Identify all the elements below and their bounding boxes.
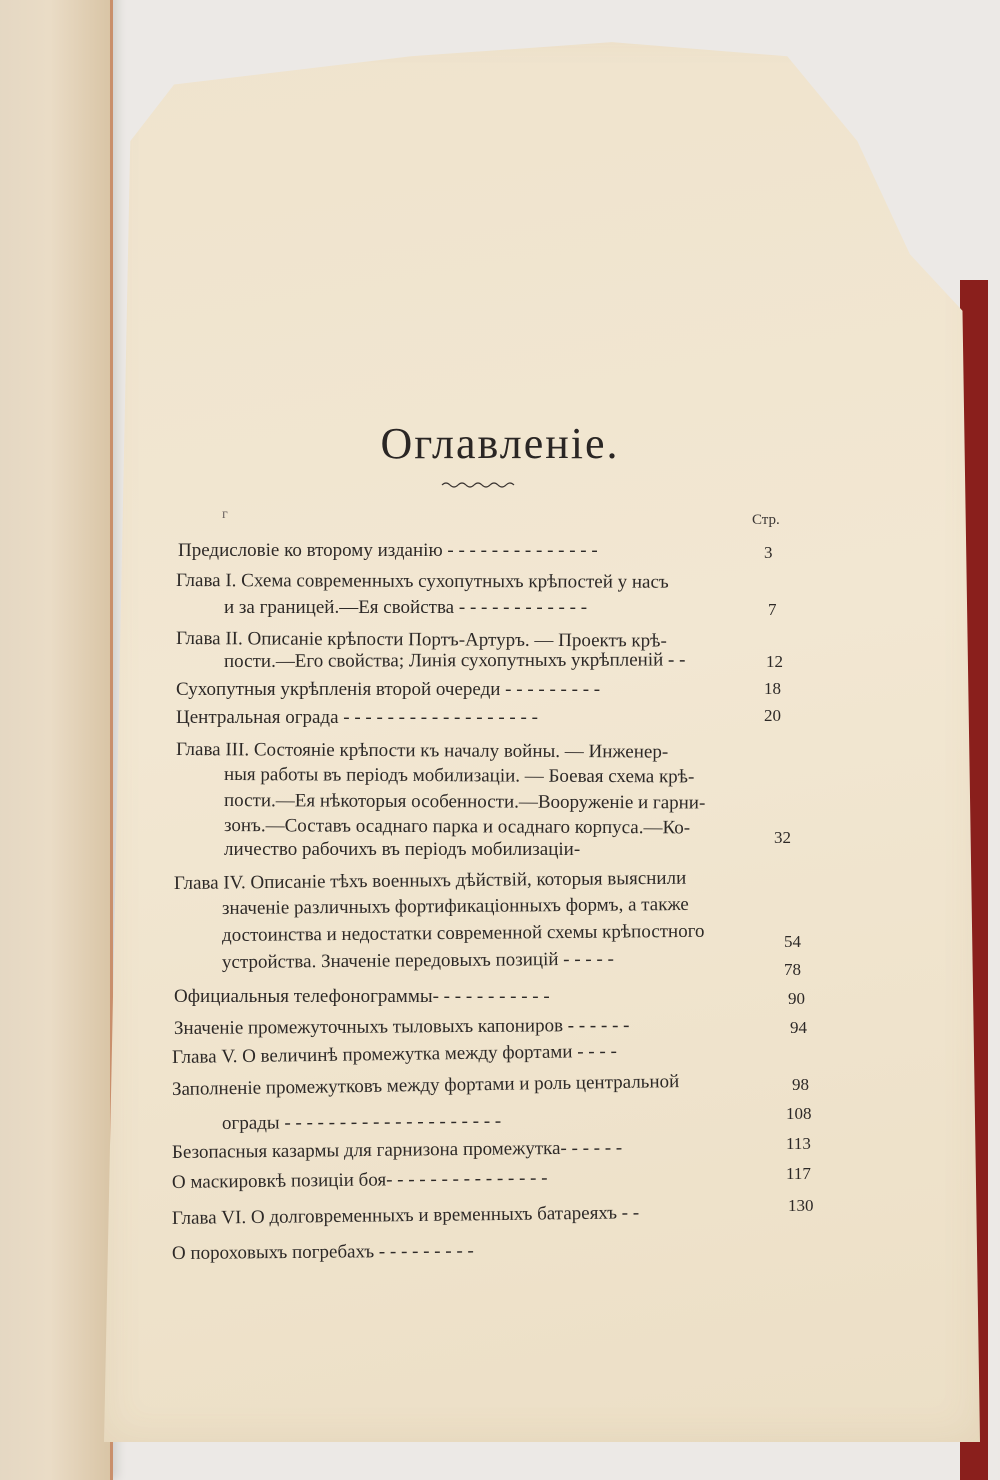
toc-line: Глава II. Описаніе крѣпости Портъ-Артуръ. — Проектъ крѣ- <box>175 628 667 652</box>
toc-line: Глава IV. Описаніе тѣхъ военныхъ дѣйствій, которыя выяснили <box>173 867 687 894</box>
toc-line: достоинства и недостатки современной схемы крѣпостного <box>221 920 705 946</box>
page-number: 78 <box>784 960 801 979</box>
toc-line: и за границей.—Ея свойства - - - - - - - - - - - - <box>224 597 588 618</box>
page-number: 94 <box>790 1018 807 1037</box>
toc-line: О маскировкѣ позиціи боя- - - - - - - - - - - - - - - <box>171 1167 548 1193</box>
toc-line: Центральная ограда - - - - - - - - - - - - - - - - - - <box>176 707 538 728</box>
page-number: 113 <box>786 1134 811 1153</box>
toc-line: Значеніе промежуточныхъ тыловыхъ капониров - - - - - - <box>173 1014 630 1039</box>
toc-line: пости.—Его свойства; Линія сухопутныхъ укрѣпленій - - <box>223 649 686 672</box>
toc-line: Предисловіе ко второму изданію - - - - - - - - - - - - - - <box>178 540 598 561</box>
page-number: 117 <box>786 1164 811 1183</box>
page-number: 130 <box>788 1196 814 1215</box>
stray-mark: г <box>222 507 228 522</box>
page-number: 12 <box>766 652 783 671</box>
toc-line: значеніе различныхъ фортификаціонныхъ формъ, а также <box>221 893 689 919</box>
toc-line: Глава VI. О долговременныхъ и временныхъ батареяхъ - - <box>171 1202 640 1229</box>
toc-line: Сухопутныя укрѣпленія второй очереди - - - - - - - - - <box>176 679 601 700</box>
page-number: 7 <box>768 600 777 619</box>
page-title: Оглавленіе. <box>380 419 620 468</box>
toc-line: О пороховыхъ погребахъ - - - - - - - - - <box>171 1240 474 1264</box>
page-number: 98 <box>792 1075 809 1094</box>
page-number: 108 <box>786 1104 812 1123</box>
page-number: 90 <box>788 989 805 1008</box>
page-number: 18 <box>764 679 781 698</box>
page-number: 32 <box>774 828 791 847</box>
toc-line: пости.—Ея нѣкоторыя особенности.—Вооруженіе и гарни- <box>223 790 706 814</box>
toc-line: Глава III. Состояніе крѣпости къ началу войны. — Инженер- <box>175 739 669 763</box>
toc-line: зонъ.—Составъ осаднаго парка и осаднаго корпуса.—Ко- <box>223 815 691 839</box>
toc-line: Безопасныя казармы для гарнизона промежутка- - - - - - <box>171 1137 623 1163</box>
page-column-label: Стр. <box>752 512 780 528</box>
toc-line: Заполненіе промежутковъ между фортами и роль центральной <box>171 1071 680 1100</box>
toc-line: устройства. Значеніе передовыхъ позицій - - - - - <box>221 948 614 973</box>
page-number: 3 <box>764 543 773 562</box>
toc-line: Официальныя телефонограммы- - - - - - - - - - - <box>174 986 550 1007</box>
toc-line: ныя работы въ періодъ мобилизаціи. — Боевая схема крѣ- <box>223 764 695 788</box>
toc-line: личество рабочихъ въ періодъ мобилизаціи- <box>224 839 581 860</box>
toc-line: ограды - - - - - - - - - - - - - - - - - - - - <box>221 1110 502 1134</box>
page-number: 54 <box>784 932 801 951</box>
toc-line: Глава V. О величинѣ промежутка между фортами - - - - <box>171 1040 617 1068</box>
toc-line: Глава I. Схема современныхъ сухопутныхъ крѣпостей у насъ <box>175 570 669 593</box>
page-number: 20 <box>764 706 781 725</box>
